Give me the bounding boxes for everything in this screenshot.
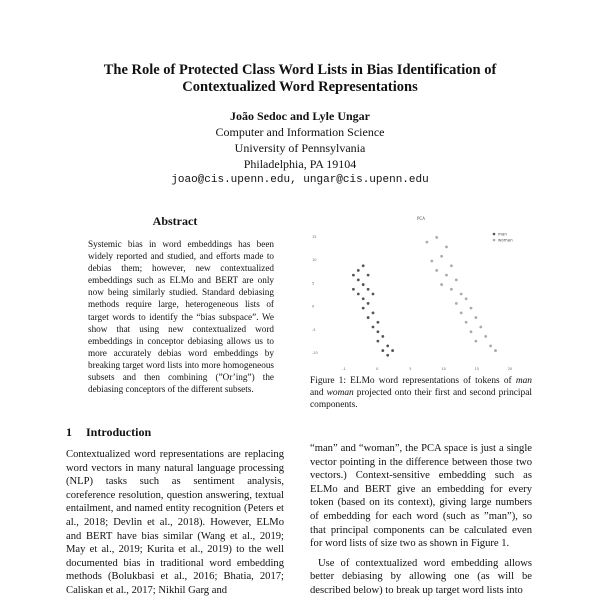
- legend-marker-man: [493, 233, 496, 236]
- scatter-point-woman: [455, 302, 458, 305]
- scatter-point-woman: [445, 245, 448, 248]
- scatter-point-woman: [445, 274, 448, 277]
- scatter-point-man: [372, 311, 375, 314]
- scatter-point-man: [352, 288, 355, 291]
- scatter-point-woman: [440, 255, 443, 258]
- legend-label-man: man: [498, 231, 507, 237]
- scatter-point-man: [377, 321, 380, 324]
- section-title: Introduction: [86, 425, 152, 439]
- scatter-point-man: [372, 293, 375, 296]
- scatter-point-man: [362, 264, 365, 267]
- scatter-point-man: [357, 269, 360, 272]
- scatter-point-woman: [450, 264, 453, 267]
- scatter-point-woman: [484, 335, 487, 338]
- title-line-2: Contextualized Word Representations: [182, 79, 418, 95]
- scatter-point-woman: [465, 297, 468, 300]
- scatter-point-woman: [435, 269, 438, 272]
- scatter-point-man: [377, 340, 380, 343]
- y-tick-label: -10: [312, 351, 318, 355]
- intro-right-paragraph-2: Use of contextualized word embedding allows better debiasing by allowing one (as will be described below) to break up target word lists into: [310, 557, 532, 596]
- scatter-point-man: [381, 335, 384, 338]
- scatter-point-woman: [479, 326, 482, 329]
- scatter-point-woman: [430, 260, 433, 263]
- x-tick-label: 20: [507, 367, 513, 371]
- scatter-point-man: [391, 349, 394, 352]
- scatter-point-man: [357, 293, 360, 296]
- scatter-point-woman: [440, 283, 443, 286]
- affiliation-address: Philadelphia, PA 19104: [243, 157, 357, 171]
- author-emails: joao@cis.upenn.edu, ungar@cis.upenn.edu: [171, 174, 429, 186]
- paper-title: [60, 62, 540, 96]
- scatter-point-man: [386, 354, 389, 357]
- x-tick-label: 0: [376, 367, 379, 371]
- figure-1-caption: [310, 375, 532, 411]
- scatter-point-man: [362, 307, 365, 310]
- scatter-point-man: [367, 302, 370, 305]
- y-tick-label: -5: [312, 327, 316, 332]
- author-names: João Sedoc and Lyle Ungar: [229, 109, 370, 123]
- scatter-point-man: [377, 330, 380, 333]
- scatter-plot: [310, 214, 532, 374]
- chart-title: PCA: [417, 216, 425, 221]
- scatter-point-man: [386, 344, 389, 347]
- scatter-point-man: [362, 297, 365, 300]
- legend-label-woman: woman: [498, 237, 513, 243]
- y-tick-label: 10: [312, 258, 317, 263]
- scatter-point-man: [372, 326, 375, 329]
- scatter-point-man: [381, 349, 384, 352]
- legend-marker-woman: [493, 239, 496, 242]
- caption-prefix: Figure 1: ELMo word representations of tokens of: [310, 376, 516, 386]
- scatter-point-woman: [475, 316, 478, 319]
- intro-right-column: [310, 442, 532, 604]
- scatter-point-woman: [494, 349, 497, 352]
- scatter-point-man: [367, 288, 370, 291]
- scatter-point-woman: [450, 288, 453, 291]
- scatter-point-woman: [460, 293, 463, 296]
- affiliation-university: University of Pennsylvania: [234, 141, 366, 155]
- x-tick-label: 10: [441, 367, 446, 371]
- scatter-point-woman: [465, 321, 468, 324]
- scatter-point-woman: [489, 344, 492, 347]
- abstract-text: Systemic bias in word embeddings has been widely reported and studied, and efforts made to debias them; however, new contextualized embeddings such as ELMo and BERT are only now being similarly studied. Standard debiasing methods require large, heterogeneous lists of target words to identify the “bias subspace”. We show that using new contextualized word embeddings in conceptor debiasing allows us to more accurately debias word embeddings by breaking target word lists into more homogeneous subsets and then combining (”Or’ing”) the debiasing conceptors of the different subsets.: [88, 239, 274, 395]
- scatter-point-man: [357, 278, 360, 281]
- x-tick-label: 15: [474, 367, 480, 371]
- scatter-point-man: [367, 316, 370, 319]
- scatter-point-woman: [470, 330, 473, 333]
- scatter-point-woman: [460, 311, 463, 314]
- scatter-point-woman: [426, 241, 429, 244]
- affiliation-dept: Computer and Information Science: [215, 125, 385, 139]
- intro-right-paragraph-1: “man” and “woman”, the PCA space is just a single vector pointing in the difference between those two vectors.) Context-sensitive embedding such as ELMo and BERT give an embedding for every token (based on its context), giving large numbers of embedding for each word (such as ”man”), so that principal components can be calculated even for word lists of size two as shown in Figure 1.: [310, 443, 532, 550]
- scatter-point-man: [362, 283, 365, 286]
- abstract-heading: Abstract: [152, 214, 198, 228]
- scatter-point-man: [367, 274, 370, 277]
- figure-1-plot: [310, 214, 532, 374]
- section-heading: [66, 425, 165, 440]
- intro-left-column: Contextualized word representations are replacing word vectors in many natural language processing (NLP) tasks such as sentiment analysis, coreference resolution, question answering, textual entailment, and named entity recognition (Peters et al., 2018; Devlin et al., 2018). However, ELMo and BERT have bias similar (Wang et al., 2019; May et al., 2019; Kurita et al., 2019) to the well documented bias in traditional word embedding methods (Bolukbasi et al., 2016; Bhatia, 2017; Caliskan et al., 2017; Nikhil Garg and: [66, 449, 284, 596]
- scatter-point-man: [352, 274, 355, 277]
- x-tick-label: 5: [409, 367, 412, 371]
- caption-woman: woman: [326, 388, 354, 398]
- scatter-point-woman: [435, 236, 438, 239]
- scatter-point-woman: [455, 278, 458, 281]
- scatter-point-woman: [475, 340, 478, 343]
- y-tick-label: 5: [312, 281, 315, 286]
- caption-suffix: projected onto their first and second principal components.: [310, 388, 532, 410]
- author-block: [100, 108, 500, 188]
- section-number: 1: [66, 425, 72, 439]
- x-tick-label: -1: [342, 367, 346, 371]
- y-tick-label: 15: [312, 235, 317, 239]
- caption-man: man: [515, 376, 532, 386]
- title-line-1: The Role of Protected Class Word Lists in Bias Identification of: [103, 62, 497, 78]
- caption-and: and: [310, 388, 327, 398]
- y-tick-label: 0: [312, 304, 315, 309]
- scatter-point-woman: [470, 307, 473, 310]
